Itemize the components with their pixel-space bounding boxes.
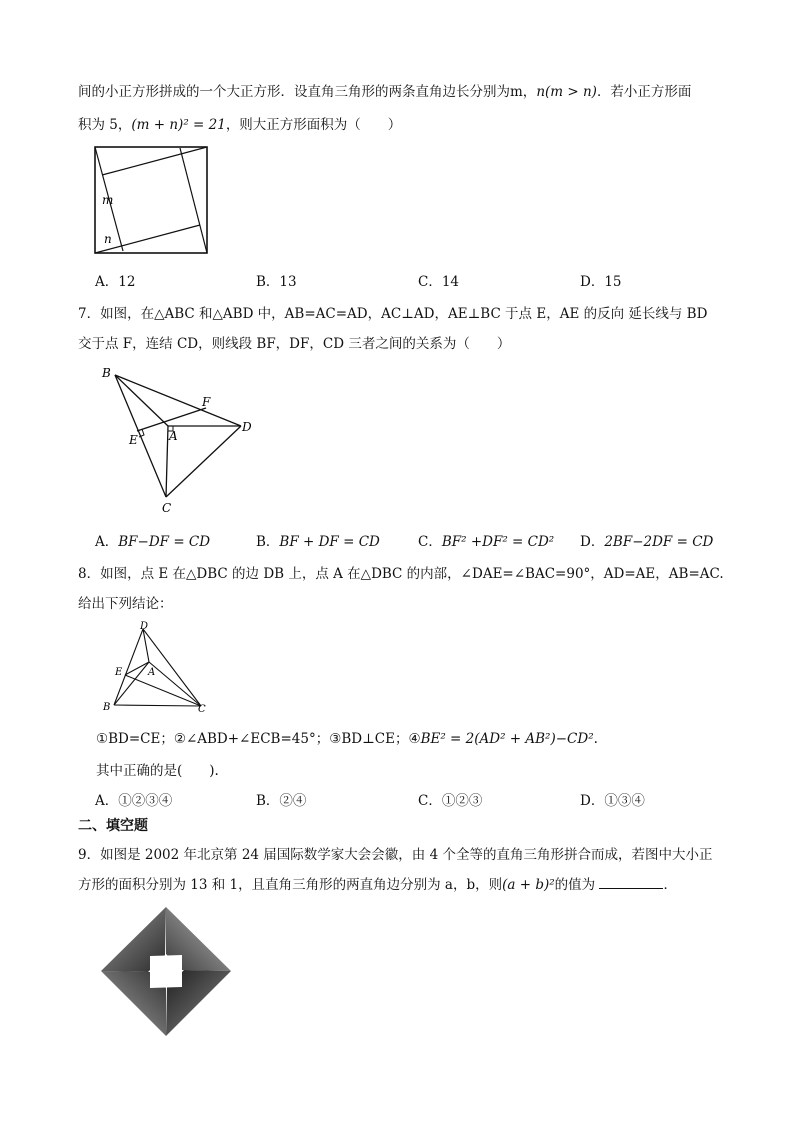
q9-text-line2	[78, 873, 677, 893]
q6-label-n: n	[104, 232, 112, 246]
q8-text-line2: 给出下列结论：	[78, 596, 173, 612]
q9-answer-blank[interactable]	[599, 876, 663, 889]
q8-conclusions-text: ①BD=CE；②∠ABD+∠ECB=45°；③BD⊥CE；④	[96, 731, 421, 747]
q9-line2-end: ．	[663, 877, 677, 893]
q6-line2-post: ，则大正方形面积为（ ）	[225, 117, 402, 133]
q6-line2-text: 积为 5，	[78, 117, 132, 133]
q6-line1-text: 间的小正方形拼成的一个大正方形．设直角三角形的两条直角边长分别为m，	[78, 84, 537, 100]
q7-option-c	[418, 530, 554, 550]
q7-option-a-math: BF−DF = CD	[118, 534, 211, 550]
q7-option-c-math: BF² +DF² = CD²	[441, 534, 555, 550]
icm-2002-logo-figure	[98, 904, 234, 1040]
q7-option-b-letter: B．	[256, 534, 280, 550]
q8-option-d: D．①③④	[580, 793, 645, 809]
q7-label-b: B	[102, 366, 111, 380]
q6-text-line1	[78, 80, 691, 100]
q6-line2-math: (m + n)² = 21	[131, 117, 226, 133]
q8-option-c: C．①②③	[418, 793, 483, 809]
q7-option-d-math: 2BF−2DF = CD	[604, 534, 714, 550]
q7-option-b-math: BF + DF = CD	[279, 534, 380, 550]
q9-text-line1: 9．如图是 2002 年北京第 24 届国际数学家大会会徽，由 4 个全等的直角三角形拼合而成，若图中大小正	[78, 847, 713, 863]
q7-label-e: E	[129, 433, 138, 447]
q6-line1-post: ．若小正方形面	[596, 84, 692, 100]
q6-option-d: D．15	[580, 274, 622, 290]
q8-question: 其中正确的是( ).	[96, 763, 219, 779]
q7-label-f: F	[202, 395, 211, 409]
q7-option-d-letter: D．	[580, 534, 605, 550]
q7-label-d: D	[242, 420, 252, 434]
q7-triangle-figure	[96, 360, 266, 518]
q8-label-e: E	[115, 667, 123, 678]
q7-option-d	[580, 530, 713, 550]
q8-label-a: A	[148, 667, 156, 678]
q7-label-a: A	[169, 429, 178, 443]
q7-text-line2: 交于点 F，连结 CD，则线段 BF，DF，CD 三者之间的关系为（ ）	[78, 336, 511, 352]
q7-option-a	[95, 530, 210, 550]
q9-line2-post: 的值为	[554, 877, 596, 893]
q8-text-line1: 8．如图，点 E 在△DBC 的边 DB 上，点 A 在△DBC 的内部，∠DAE=∠BAC=90°，AD=AE，AB=AC.	[78, 566, 724, 582]
section-title-fill-in: 二、填空题	[78, 818, 148, 834]
q6-label-m: m	[102, 193, 114, 207]
q7-label-c: C	[162, 501, 172, 515]
q6-square-figure	[92, 144, 212, 256]
q8-label-c: C	[198, 704, 206, 715]
q7-text-line1: 7．如图，在△ABC 和△ABD 中，AB=AC=AD，AC⊥AD，AE⊥BC 于点 E，AE 的反向 延长线与 BD	[78, 306, 708, 322]
q8-conclusions	[96, 727, 598, 747]
q7-option-a-letter: A．	[95, 534, 119, 550]
q6-option-c: C．14	[418, 274, 460, 290]
q6-option-a: A．12	[95, 274, 136, 290]
q7-option-c-letter: C．	[418, 534, 442, 550]
q7-option-b	[256, 530, 380, 550]
q9-line2-math: (a + b)²	[502, 877, 555, 893]
q8-conclusions-math: BE² = 2(AD² + AB²)−CD²	[420, 731, 594, 747]
q6-option-b: B．13	[256, 274, 297, 290]
q8-label-b: B	[103, 702, 111, 713]
q6-text-line2	[78, 113, 401, 133]
q8-label-d: D	[140, 621, 149, 632]
q8-option-a: A．①②③④	[95, 793, 173, 809]
q8-option-b: B．②④	[256, 793, 307, 809]
q8-conclusions-end: .	[593, 731, 598, 747]
logo-center-square	[150, 955, 182, 988]
q8-triangle-figure	[98, 620, 213, 715]
q9-line2-text: 方形的面积分别为 13 和 1，且直角三角形的两直角边分别为 a，b，则	[78, 877, 503, 893]
q6-line1-math: n(m > n)	[536, 84, 597, 100]
